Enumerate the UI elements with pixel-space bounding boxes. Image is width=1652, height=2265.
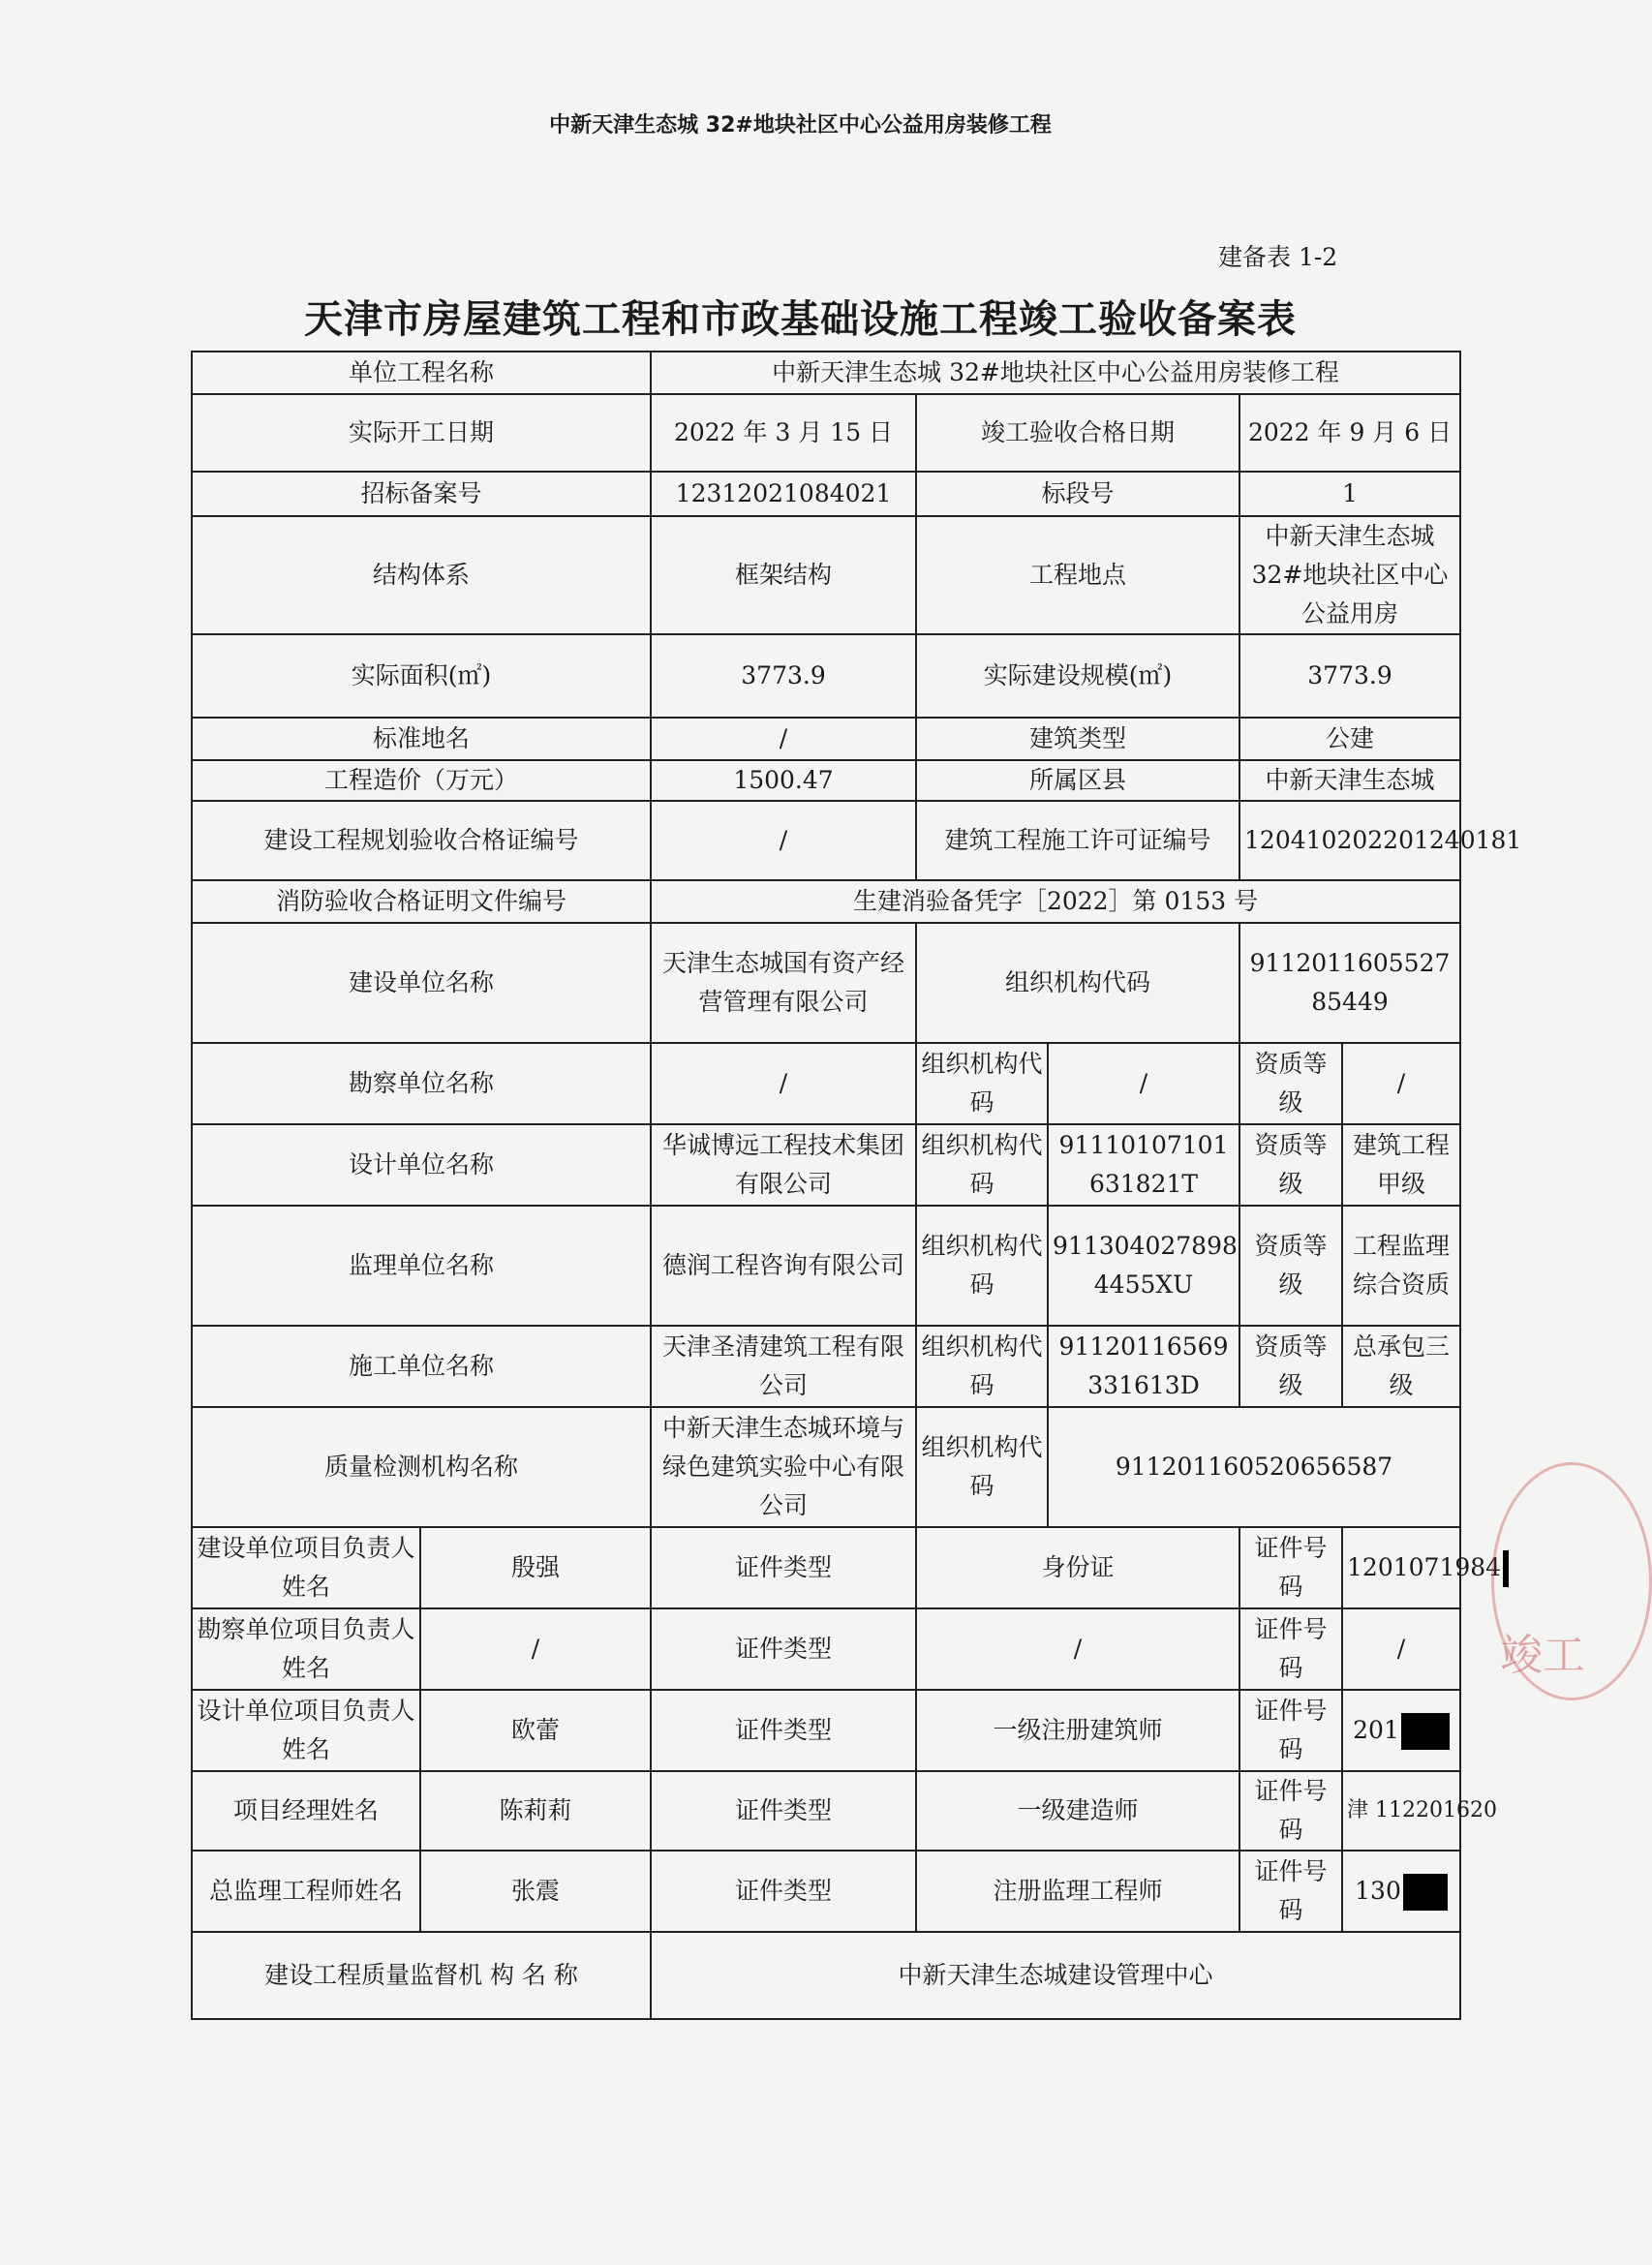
district-label: 所属区县 (916, 760, 1239, 801)
seal-text: 竣工 (1500, 1631, 1585, 1680)
design-unit-label: 设计单位名称 (192, 1124, 651, 1206)
construct-org-code-label: 组织机构代码 (916, 1326, 1048, 1407)
pm-idno: 津 112201620 (1347, 1798, 1497, 1822)
permit-label: 建筑工程施工许可证编号 (916, 801, 1239, 880)
survey-org-code-label: 组织机构代码 (916, 1043, 1048, 1124)
design-qual-label: 资质等级 (1239, 1124, 1342, 1206)
testing-org-code-label: 组织机构代码 (916, 1407, 1048, 1527)
redaction-block (1403, 1874, 1448, 1911)
build-type-value: 公建 (1239, 718, 1460, 760)
design-org-code-label: 组织机构代码 (916, 1124, 1048, 1206)
form-code: 建备表 1-2 (1218, 243, 1338, 271)
partial-seal-stamp (1491, 1462, 1652, 1700)
pm-idno-label: 证件号码 (1239, 1771, 1342, 1851)
chief-sup-idno-cell (1342, 1851, 1460, 1932)
design-pm-label: 设计单位项目负责人姓名 (192, 1690, 420, 1771)
scale-label: 实际建设规模(㎡) (916, 634, 1239, 718)
design-pm-name: 欧蕾 (420, 1690, 651, 1771)
section-label: 标段号 (916, 472, 1239, 516)
testing-org-name: 中新天津生态城环境与绿色建筑实验中心有限公司 (651, 1407, 916, 1527)
acceptance-form-table (191, 351, 1522, 2020)
structure-label: 结构体系 (192, 516, 651, 634)
plan-cert-value: / (651, 801, 916, 880)
build-type-label: 建筑类型 (916, 718, 1239, 760)
survey-pm-idtype: / (916, 1608, 1239, 1690)
testing-org-code: 911201160520656587 (1048, 1407, 1460, 1527)
survey-pm-name: / (420, 1608, 651, 1690)
chief-sup-idtype: 注册监理工程师 (916, 1851, 1239, 1932)
pm-idno-cell (1342, 1771, 1497, 1851)
testing-org-label: 质量检测机构名称 (192, 1407, 651, 1527)
plan-cert-label: 建设工程规划验收合格证编号 (192, 801, 651, 880)
survey-pm-idno: / (1342, 1608, 1460, 1690)
supervise-org-code: 911304027898 4455XU (1048, 1206, 1239, 1326)
supervise-unit-label: 监理单位名称 (192, 1206, 651, 1326)
district-value: 中新天津生态城 (1239, 760, 1460, 801)
survey-pm-idtype-label: 证件类型 (651, 1608, 916, 1690)
design-pm-idtype: 一级注册建筑师 (916, 1690, 1239, 1771)
fire-cert-label: 消防验收合格证明文件编号 (192, 880, 651, 923)
design-pm-idtype-label: 证件类型 (651, 1690, 916, 1771)
pm-idtype-label: 证件类型 (651, 1771, 916, 1851)
supervise-org-code-label: 组织机构代码 (916, 1206, 1048, 1326)
design-qual: 建筑工程甲级 (1342, 1124, 1460, 1206)
design-unit-name: 华诚博远工程技术集团有限公司 (651, 1124, 916, 1206)
construct-qual-label: 资质等级 (1239, 1326, 1342, 1407)
unit-name-label: 单位工程名称 (192, 352, 651, 394)
design-pm-idno-cell (1342, 1690, 1460, 1771)
survey-pm-label: 勘察单位项目负责人姓名 (192, 1608, 420, 1690)
supervision-org-value: 中新天津生态城建设管理中心 (651, 1932, 1460, 2019)
owner-pm-label: 建设单位项目负责人姓名 (192, 1527, 420, 1608)
construct-unit-name: 天津圣清建筑工程有限公司 (651, 1326, 916, 1407)
owner-unit-name: 天津生态城国有资产经营管理有限公司 (651, 923, 916, 1043)
chief-sup-idno: 130 (1355, 1876, 1401, 1905)
construct-org-code: 91120116569331613D (1048, 1326, 1239, 1407)
supervise-qual-label: 资质等级 (1239, 1206, 1342, 1326)
pm-idtype: 一级建造师 (916, 1771, 1239, 1851)
redaction-block (1401, 1713, 1450, 1750)
owner-org-code: 911201160552785449 (1239, 923, 1460, 1043)
std-name-value: / (651, 718, 916, 760)
cost-label: 工程造价（万元） (192, 760, 651, 801)
location-value: 中新天津生态城 32#地块社区中心公益用房 (1239, 516, 1460, 634)
owner-org-code-label: 组织机构代码 (916, 923, 1239, 1043)
survey-org-code: / (1048, 1043, 1239, 1124)
owner-unit-label: 建设单位名称 (192, 923, 651, 1043)
project-manager-name: 陈莉莉 (420, 1771, 651, 1851)
structure-value: 框架结构 (651, 516, 916, 634)
owner-pm-idno: 1201071984 (1347, 1552, 1502, 1581)
document-header: 中新天津生态城 32#地块社区中心公益用房装修工程 (549, 113, 1052, 138)
area-value: 3773.9 (651, 634, 916, 718)
start-date-value: 2022 年 3 月 15 日 (651, 394, 916, 472)
owner-pm-idtype-label: 证件类型 (651, 1527, 916, 1608)
chief-sup-idtype-label: 证件类型 (651, 1851, 916, 1932)
design-pm-idno-label: 证件号码 (1239, 1690, 1342, 1771)
owner-pm-idno-cell (1342, 1527, 1502, 1608)
chief-supervisor-name: 张震 (420, 1851, 651, 1932)
chief-sup-idno-label: 证件号码 (1239, 1851, 1342, 1932)
chief-supervisor-label: 总监理工程师姓名 (192, 1851, 420, 1932)
page-title: 天津市房屋建筑工程和市政基础设施工程竣工验收备案表 (304, 297, 1297, 342)
construct-unit-label: 施工单位名称 (192, 1326, 651, 1407)
design-org-code: 91110107101631821T (1048, 1124, 1239, 1206)
bid-no-value: 12312021084021 (651, 472, 916, 516)
survey-qual: / (1342, 1043, 1460, 1124)
construct-qual: 总承包三级 (1342, 1326, 1460, 1407)
owner-pm-idtype: 身份证 (916, 1527, 1239, 1608)
cost-value: 1500.47 (651, 760, 916, 801)
section-value: 1 (1239, 472, 1460, 516)
survey-qual-label: 资质等级 (1239, 1043, 1342, 1124)
design-pm-idno: 201 (1353, 1715, 1399, 1744)
permit-value: 120410202201240181 (1239, 801, 1460, 880)
survey-unit-name: / (651, 1043, 916, 1124)
fire-cert-value: 生建消验备凭字［2022］第 0153 号 (651, 880, 1460, 923)
start-date-label: 实际开工日期 (192, 394, 651, 472)
scale-value: 3773.9 (1239, 634, 1460, 718)
supervision-org-label: 建设工程质量监督机 构 名 称 (192, 1932, 651, 2019)
owner-pm-name: 殷强 (420, 1527, 651, 1608)
supervise-unit-name: 德润工程咨询有限公司 (651, 1206, 916, 1326)
std-name-label: 标准地名 (192, 718, 651, 760)
unit-name-value: 中新天津生态城 32#地块社区中心公益用房装修工程 (651, 352, 1460, 394)
supervise-qual: 工程监理综合资质 (1342, 1206, 1460, 1326)
accept-date-value: 2022 年 9 月 6 日 (1239, 394, 1460, 472)
location-label: 工程地点 (916, 516, 1239, 634)
area-label: 实际面积(㎡) (192, 634, 651, 718)
survey-unit-label: 勘察单位名称 (192, 1043, 651, 1124)
owner-pm-idno-label: 证件号码 (1239, 1527, 1342, 1608)
project-manager-label: 项目经理姓名 (192, 1771, 420, 1851)
bid-no-label: 招标备案号 (192, 472, 651, 516)
survey-pm-idno-label: 证件号码 (1239, 1608, 1342, 1690)
accept-date-label: 竣工验收合格日期 (916, 394, 1239, 472)
